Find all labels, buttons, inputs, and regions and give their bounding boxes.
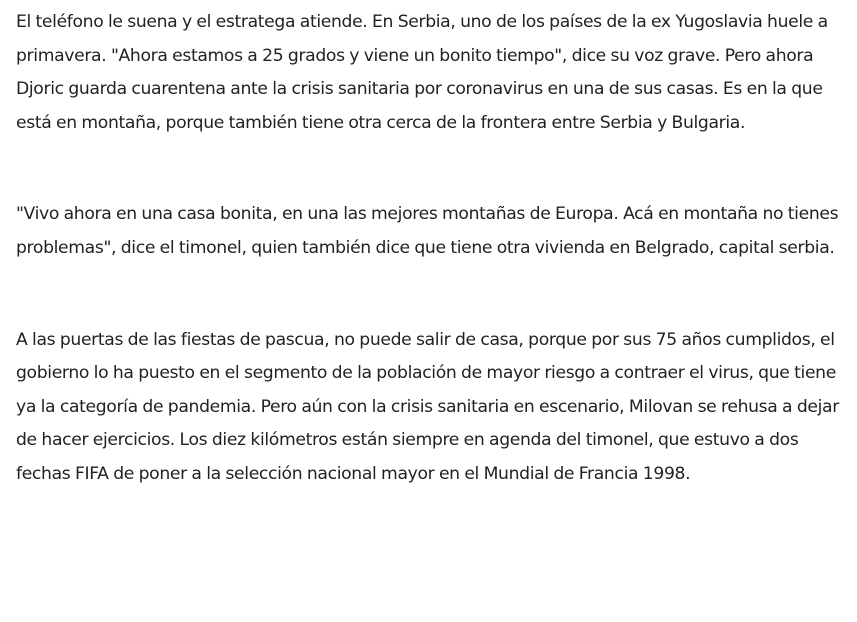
article-paragraph-1: El teléfono le suena y el estratega atiende. En Serbia, uno de los países de la ex Yugoslavia huele a primavera. "Ahora estamos a 25 grados y viene un bonito tiempo", dice su voz grave. Pero ahora Djoric guarda cuarentena ante la crisis sanitaria por coronavirus en una de sus casas. Es en la que está en montaña, porque también tiene otra cerca de la frontera entre Serbia y Bulgaria.: [16, 12, 828, 133]
article-paragraph-3: A las puertas de las fiestas de pascua, no puede salir de casa, porque por sus 75 años cumplidos, el gobierno lo ha puesto en el segmento de la población de mayor riesgo a contraer el virus, que tiene ya la categoría de pandemia. Pero aún con la crisis sanitaria en escenario, Milovan se rehusa a dejar de hacer ejercicios. Los diez kilómetros están siempre en agenda del timonel, que estuvo a dos fechas FIFA de poner a la selección nacional mayor en el Mundial de Francia 1998.: [16, 329, 839, 484]
article-paragraph-2: "Vivo ahora en una casa bonita, en una las mejores montañas de Europa. Acá en montaña no tienes problemas", dice el timonel, quien también dice que tiene otra vivienda en Belgrado, capital serbia.: [16, 204, 839, 258]
article-body: [16, 6, 854, 492]
